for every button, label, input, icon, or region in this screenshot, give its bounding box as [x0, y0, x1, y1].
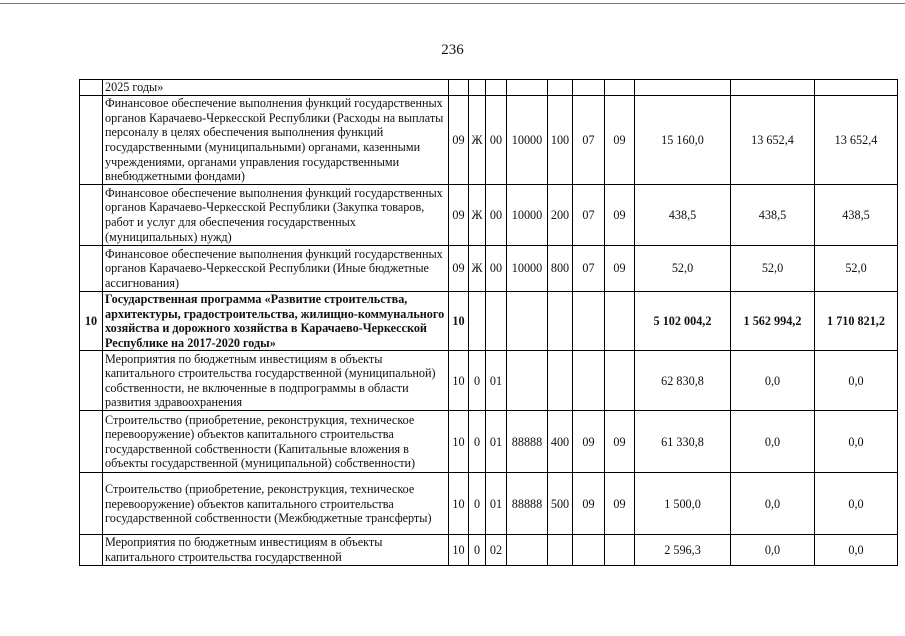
amount-year-3: 0,0 — [815, 351, 898, 411]
code-subsection — [605, 351, 635, 411]
code-subprogram — [486, 292, 507, 351]
table-row — [80, 411, 898, 473]
row-description: Мероприятия по бюджетным инвестициям в объекты капитального строительства государственной — [103, 535, 449, 565]
code-program-letter — [469, 80, 486, 96]
code-ministry: 10 — [449, 292, 469, 351]
code-subsection: 09 — [605, 246, 635, 292]
amount-year-3: 0,0 — [815, 535, 898, 565]
code-program-letter: Ж — [469, 246, 486, 292]
code-ministry: 09 — [449, 96, 469, 185]
code-direction: 88888 — [507, 411, 548, 473]
code-subprogram: 00 — [486, 185, 507, 246]
code-direction — [507, 292, 548, 351]
code-ministry: 10 — [449, 411, 469, 473]
budget-table — [79, 79, 898, 566]
code-expense-type: 400 — [548, 411, 573, 473]
code-ministry: 10 — [449, 473, 469, 535]
code-program-letter: 0 — [469, 351, 486, 411]
row-index — [80, 246, 103, 292]
code-subprogram: 02 — [486, 535, 507, 565]
row-description: Строительство (приобретение, реконструкция, техническое перевооружение) объектов капитального строительства государственной собственности (Капитальные вложения в объекты государственной (муниципальной) собственности) — [103, 411, 449, 473]
code-subsection — [605, 535, 635, 565]
code-subsection: 09 — [605, 473, 635, 535]
code-expense-type — [548, 535, 573, 565]
code-ministry: 09 — [449, 185, 469, 246]
page-number: 236 — [441, 42, 464, 58]
code-direction — [507, 80, 548, 96]
amount-year-1: 5 102 004,2 — [635, 292, 731, 351]
amount-year-2 — [731, 80, 815, 96]
row-description: Финансовое обеспечение выполнения функций государственных органов Карачаево-Черкесской Республики (Иные бюджетные ассигнования) — [103, 246, 449, 292]
row-description: Государственная программа «Развитие строительства, архитектуры, градостроительства, жилищно-коммунального хозяйства и дорожного хозяйства в Карачаево-Черкесской Республике на 2017-2020 годы» — [103, 292, 449, 351]
table-row — [80, 80, 898, 96]
code-expense-type: 500 — [548, 473, 573, 535]
amount-year-1 — [635, 80, 731, 96]
code-section: 07 — [573, 246, 605, 292]
code-expense-type — [548, 80, 573, 96]
code-subsection: 09 — [605, 411, 635, 473]
row-index — [80, 351, 103, 411]
code-section: 07 — [573, 185, 605, 246]
row-description: Мероприятия по бюджетным инвестициям в объекты капитального строительства государственной (муниципальной) собственности, не включенные в подпрограммы в области развития здравоохранения — [103, 351, 449, 411]
row-index — [80, 473, 103, 535]
amount-year-2: 0,0 — [731, 535, 815, 565]
amount-year-3 — [815, 80, 898, 96]
code-expense-type: 800 — [548, 246, 573, 292]
code-program-letter — [469, 292, 486, 351]
code-subprogram: 01 — [486, 473, 507, 535]
code-program-letter: 0 — [469, 535, 486, 565]
code-subsection — [605, 292, 635, 351]
code-direction — [507, 535, 548, 565]
amount-year-1: 438,5 — [635, 185, 731, 246]
code-subprogram: 00 — [486, 96, 507, 185]
code-expense-type — [548, 351, 573, 411]
code-section: 07 — [573, 96, 605, 185]
amount-year-3: 0,0 — [815, 411, 898, 473]
table-row — [80, 292, 898, 351]
amount-year-3: 1 710 821,2 — [815, 292, 898, 351]
amount-year-2: 438,5 — [731, 185, 815, 246]
code-subsection — [605, 80, 635, 96]
row-index — [80, 535, 103, 565]
amount-year-1: 62 830,8 — [635, 351, 731, 411]
amount-year-2: 0,0 — [731, 351, 815, 411]
row-description: Финансовое обеспечение выполнения функций государственных органов Карачаево-Черкесской Республики (Закупка товаров, работ и услуг для обеспечения государственных (муниципальных) нужд) — [103, 185, 449, 246]
code-section — [573, 535, 605, 565]
code-ministry — [449, 80, 469, 96]
row-index — [80, 185, 103, 246]
code-direction: 10000 — [507, 185, 548, 246]
code-subsection: 09 — [605, 185, 635, 246]
code-program-letter: Ж — [469, 185, 486, 246]
code-program-letter: 0 — [469, 473, 486, 535]
amount-year-2: 52,0 — [731, 246, 815, 292]
code-direction: 88888 — [507, 473, 548, 535]
row-index — [80, 96, 103, 185]
amount-year-2: 0,0 — [731, 411, 815, 473]
code-expense-type — [548, 292, 573, 351]
code-subsection: 09 — [605, 96, 635, 185]
code-expense-type: 200 — [548, 185, 573, 246]
table-row — [80, 96, 898, 185]
amount-year-1: 15 160,0 — [635, 96, 731, 185]
code-section — [573, 351, 605, 411]
code-program-letter: 0 — [469, 411, 486, 473]
amount-year-1: 61 330,8 — [635, 411, 731, 473]
code-ministry: 10 — [449, 351, 469, 411]
code-ministry: 09 — [449, 246, 469, 292]
code-subprogram: 01 — [486, 411, 507, 473]
amount-year-3: 52,0 — [815, 246, 898, 292]
code-subprogram: 01 — [486, 351, 507, 411]
row-description: Финансовое обеспечение выполнения функций государственных органов Карачаево-Черкесской Республики (Расходы на выплаты персоналу в целях обеспечения выполнения функций государственными (муниципальными) органами, казенными учреждениями, органами управления государственными внебюджетными фондами) — [103, 96, 449, 185]
code-section — [573, 80, 605, 96]
code-section: 09 — [573, 473, 605, 535]
row-description: 2025 годы» — [103, 80, 449, 96]
row-index — [80, 80, 103, 96]
code-section — [573, 292, 605, 351]
row-description: Строительство (приобретение, реконструкция, техническое перевооружение) объектов капитального строительства государственной собственности (Межбюджетные трансферты) — [103, 473, 449, 535]
amount-year-3: 13 652,4 — [815, 96, 898, 185]
row-index — [80, 411, 103, 473]
amount-year-1: 52,0 — [635, 246, 731, 292]
code-program-letter: Ж — [469, 96, 486, 185]
table-row — [80, 351, 898, 411]
amount-year-2: 1 562 994,2 — [731, 292, 815, 351]
amount-year-3: 438,5 — [815, 185, 898, 246]
code-ministry: 10 — [449, 535, 469, 565]
table-body — [80, 80, 898, 566]
table-row — [80, 473, 898, 535]
code-direction: 10000 — [507, 246, 548, 292]
code-subprogram — [486, 80, 507, 96]
top-rule — [0, 3, 905, 4]
amount-year-2: 0,0 — [731, 473, 815, 535]
amount-year-1: 2 596,3 — [635, 535, 731, 565]
code-expense-type: 100 — [548, 96, 573, 185]
amount-year-1: 1 500,0 — [635, 473, 731, 535]
code-direction: 10000 — [507, 96, 548, 185]
amount-year-3: 0,0 — [815, 473, 898, 535]
amount-year-2: 13 652,4 — [731, 96, 815, 185]
code-subprogram: 00 — [486, 246, 507, 292]
table-row — [80, 535, 898, 565]
code-section: 09 — [573, 411, 605, 473]
table-row — [80, 246, 898, 292]
table-row — [80, 185, 898, 246]
code-direction — [507, 351, 548, 411]
row-index: 10 — [80, 292, 103, 351]
